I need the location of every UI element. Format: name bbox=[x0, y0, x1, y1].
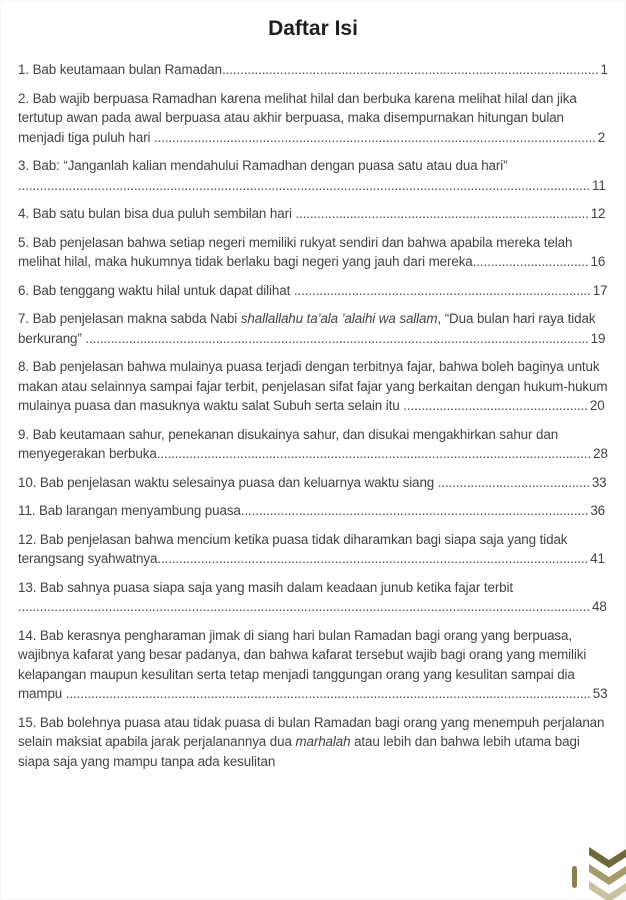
entry-text-italic: shallallahu ta’ala ’alaihi wa sallam bbox=[240, 311, 438, 326]
entry-text: 6. Bab tenggang waktu hilal untuk dapat dilihat bbox=[18, 282, 294, 298]
page-number: 53 bbox=[592, 686, 608, 701]
toc-entry[interactable] bbox=[18, 578, 608, 617]
toc-entry[interactable] bbox=[18, 60, 608, 80]
page-number: 16 bbox=[590, 254, 606, 269]
toc-entry[interactable] bbox=[18, 501, 608, 521]
page-number: 33 bbox=[591, 474, 607, 490]
entry-text: 11. Bab larangan menyambung puasa bbox=[18, 503, 241, 518]
toc-entry[interactable] bbox=[18, 425, 608, 464]
toc-list bbox=[0, 60, 626, 771]
page-number: 36 bbox=[590, 503, 606, 518]
scroll-indicator[interactable] bbox=[571, 845, 626, 900]
page-number: 19 bbox=[590, 330, 606, 346]
dot-leader: ................................ bbox=[472, 254, 589, 269]
entry-text: 5. Bab penjelasan bahwa setiap negeri memiliki rukyat sendiri dan bahwa apabila mereka telah melihat hilal, maka hukumnya tidak berlaku bagi negeri yang jauh dari mereka bbox=[18, 234, 573, 269]
dot-leader: ........................................................................................................................................... bbox=[85, 330, 589, 346]
dot-leader: ........................................................................................................................ bbox=[156, 446, 592, 461]
entry-text: 7. Bab penjelasan makna sabda Nabi bbox=[18, 311, 241, 326]
toc-entry[interactable] bbox=[18, 309, 608, 348]
toc-entry[interactable] bbox=[18, 156, 608, 195]
page-number: 28 bbox=[593, 446, 608, 461]
dot-leader: ................................................................................................ bbox=[240, 503, 589, 518]
entry-text: 12. Bab penjelasan bahwa mencium ketika puasa tidak diharamkan bagi siapa saja yang tidak terangsang syahwatnya. bbox=[18, 531, 568, 566]
toc-entry[interactable] bbox=[18, 204, 608, 224]
toc-entry[interactable] bbox=[18, 530, 608, 569]
page-number: 17 bbox=[592, 282, 608, 298]
page-number: 48 bbox=[592, 599, 607, 614]
entry-text: 14. Bab kerasnya pengharaman jimak di siang hari bulan Ramadan bagi orang yang berpuasa, wajibnya kafarat yang besar padanya, dan bahwa kafarat tersebut wajib bagi orang yang memiliki kelapangan maupun kesulitan serta tetap menjadi tanggungan orang yang kesulitan sampai dia mampu bbox=[18, 627, 587, 701]
page-number: 41 bbox=[590, 551, 605, 566]
page-title: Daftar Isi bbox=[268, 17, 358, 40]
dot-leader: ................................................................................. bbox=[295, 206, 589, 221]
chevron-down-icon bbox=[589, 864, 626, 885]
page-number: 2 bbox=[597, 129, 606, 145]
entry-text-italic: marhalah bbox=[295, 734, 351, 749]
dot-leader: ........................................................................................................ bbox=[221, 62, 599, 77]
toc-entry[interactable] bbox=[18, 713, 608, 772]
dot-leader: .............................................................................................................................................................. bbox=[18, 177, 591, 193]
dot-leader: .................................................................................. bbox=[293, 282, 591, 298]
entry-text: 15. Bab bolehnya puasa atau tidak puasa di bulan Ramadan bagi orang yang menempuh perjalanan selain maksiat apabila jarak perjalanannya dua bbox=[18, 714, 605, 749]
entry-text: 4. Bab satu bulan bisa dua puluh sembilan hari bbox=[18, 206, 296, 221]
entry-text: 3. Bab: “Janganlah kalian mendahului Ramadhan dengan puasa satu atau dua hari” bbox=[18, 158, 508, 173]
entry-text: 1. Bab keutamaan bulan Ramadan bbox=[18, 62, 222, 77]
toc-entry[interactable] bbox=[18, 626, 608, 704]
page-number: 1 bbox=[600, 62, 608, 77]
entry-text: 8. Bab penjelasan bahwa mulainya puasa terjadi dengan terbitnya fajar, bahwa boleh baginya untuk makan atau selainnya sampai fajar terbit, penjelasan sifat fajar yang berkaitan dengan hukum-hukum mulainya puasa dan masuknya waktu salat Subuh serta selain itu bbox=[18, 359, 608, 413]
entry-text: 2. Bab wajib berpuasa Ramadhan karena melihat hilal dan berbuka karena melihat hilal dan jika tertutup awan pada awal berpuasa atau akhir berpuasa, maka disempurnakan hitungan bulan menjadi tiga puluh hari bbox=[18, 90, 577, 145]
entry-text: atau lebih dan bahwa lebih utama bagi siapa saja yang mampu tanpa ada kesulitan bbox=[18, 734, 580, 769]
page-number: 12 bbox=[590, 206, 606, 221]
entry-text: 9. Bab keutamaan sahur, penekanan disukainya sahur, dan disukai mengakhirkan sahur dan menyegerakan berbuka bbox=[18, 426, 559, 461]
page-number: 20 bbox=[589, 398, 605, 413]
entry-text: 10. Bab penjelasan waktu selesainya puasa dan keluarnya waktu siang bbox=[18, 474, 438, 490]
page-number: 11 bbox=[592, 177, 606, 193]
toc-entry[interactable] bbox=[18, 473, 608, 493]
dot-leader: .......................................... bbox=[437, 474, 590, 490]
dot-leader: ................................................... bbox=[403, 398, 588, 413]
toc-entry[interactable] bbox=[18, 89, 608, 148]
chevron-down-icon bbox=[589, 847, 626, 868]
dot-leader: .......................................................................................................................... bbox=[154, 129, 596, 145]
toc-entry[interactable] bbox=[18, 233, 608, 272]
entry-text: 13. Bab sahnya puasa siapa saja yang masih dalam keadaan junub ketika fajar terbit bbox=[18, 579, 514, 595]
scroll-position-bar-icon bbox=[572, 866, 577, 888]
toc-entry[interactable] bbox=[18, 357, 608, 416]
dot-leader: ................................................................................................................................................. bbox=[65, 686, 591, 701]
toc-entry[interactable] bbox=[18, 281, 608, 301]
dot-leader: ...................................................................................................................... bbox=[160, 551, 589, 566]
dot-leader: .............................................................................................................................................................. bbox=[18, 599, 591, 614]
entry-text: , “Dua bulan hari raya tidak berkurang” bbox=[18, 311, 596, 346]
